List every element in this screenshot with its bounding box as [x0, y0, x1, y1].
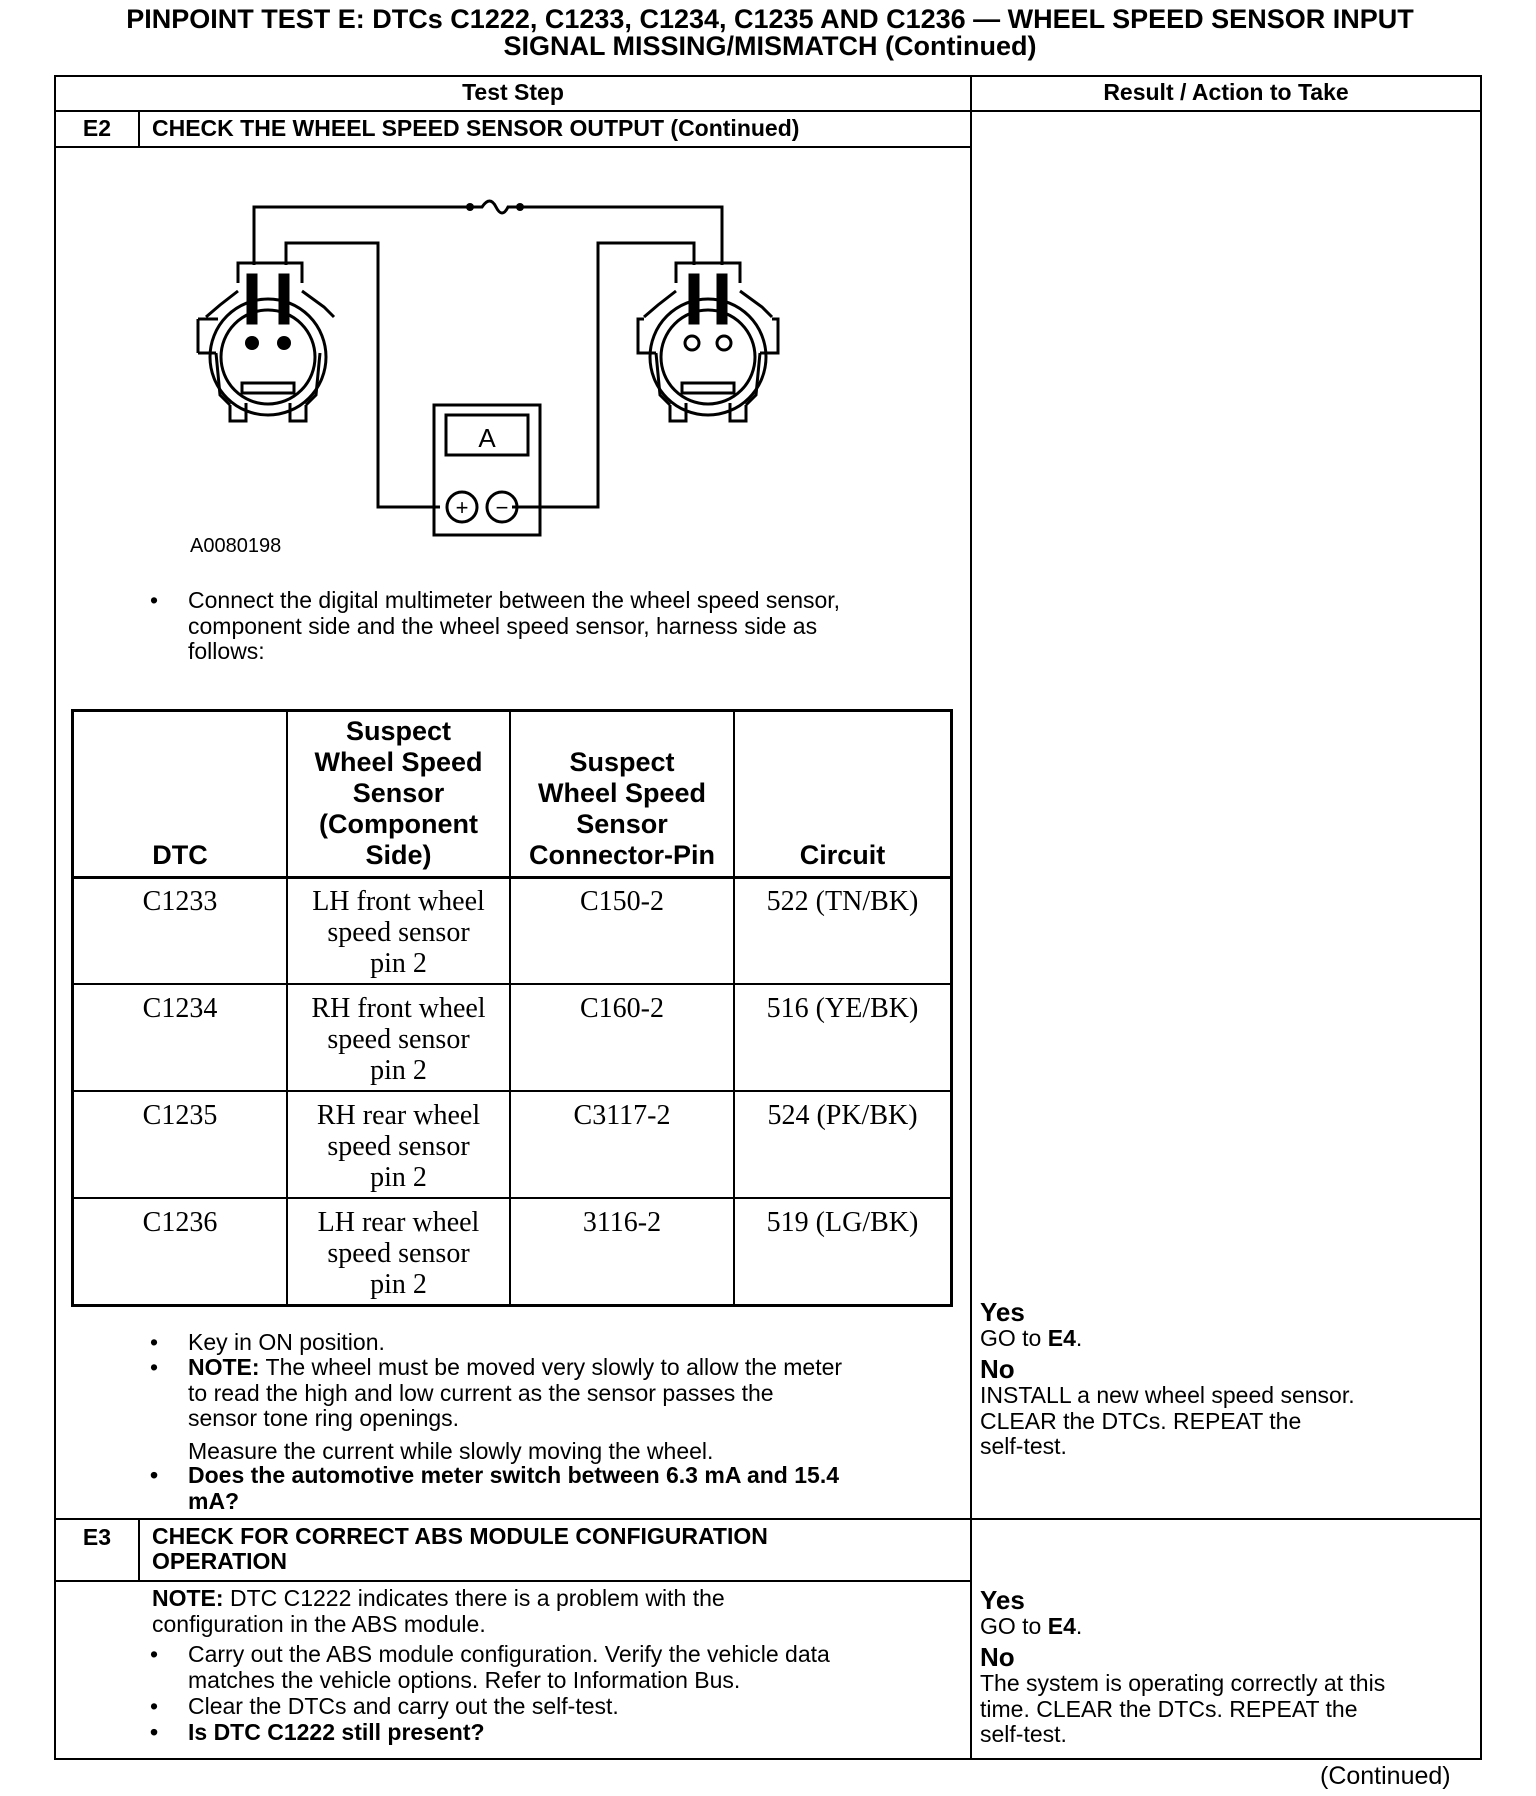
measure-instruction: Measure the current while slowly moving the wheel. — [188, 1438, 714, 1464]
header-bottom-border — [54, 110, 1482, 112]
cell-sensor: LH front wheel speed sensor pin 2 — [312, 886, 485, 979]
left-wire — [286, 243, 440, 507]
yes-action: GO to E4. — [980, 1325, 1083, 1351]
e3-note: NOTE: DTC C1222 indicates there is a problem with the configuration in the ABS module. — [152, 1585, 725, 1637]
e2-e3-divider — [54, 1518, 1482, 1520]
e2-id-divider — [138, 110, 140, 148]
pin-table-top — [71, 709, 953, 712]
cell-dtc: C1234 — [142, 993, 218, 1024]
no-label: No — [980, 1642, 1015, 1672]
cell-dtc: C1235 — [142, 1100, 218, 1131]
e3-title-bottom-border — [54, 1580, 972, 1582]
header-test-step: Test Step — [462, 79, 564, 105]
cell-pin: C3117-2 — [573, 1100, 671, 1131]
column-divider — [970, 75, 972, 1760]
meter-question: • Does the automotive meter switch between 6.3 mA and 15.4 mA? — [150, 1462, 840, 1514]
e2-result — [980, 1298, 1470, 1460]
e2-step-id: E2 — [82, 115, 112, 141]
no-label: No — [980, 1354, 1015, 1384]
diagram-code: A0080198 — [190, 535, 282, 557]
pin-table-header-bottom — [71, 876, 953, 879]
table-right-border — [1480, 75, 1482, 1760]
title-line-1: PINPOINT TEST E: DTCs C1222, C1233, C1234, C1235 AND C1236 — WHEEL SPEED SENSOR INPUT — [126, 4, 1414, 34]
th-dtc: DTC — [152, 840, 208, 870]
meter-plus-terminal: + — [455, 495, 469, 520]
key-on-step: • Key in ON position. — [150, 1329, 385, 1355]
goto-e4-link[interactable]: E4 — [1047, 1613, 1076, 1639]
goto-e4-link[interactable]: E4 — [1047, 1325, 1076, 1351]
title-line-2: SIGNAL MISSING/MISMATCH (Continued) — [503, 31, 1037, 61]
pin-table-col4 — [950, 709, 953, 1307]
connect-line-2: component side and the wheel speed sensor, harness side as — [188, 612, 818, 639]
yes-label: Yes — [980, 1297, 1025, 1327]
table-left-border — [54, 75, 56, 1760]
no-action: INSTALL a new wheel speed sensor. CLEAR the DTCs. REPEAT the self-test. — [980, 1382, 1355, 1459]
e3-id-divider — [138, 1518, 140, 1582]
meter-minus-terminal: − — [495, 495, 509, 520]
cell-pin: C150-2 — [580, 886, 664, 917]
continued-label: (Continued) — [1320, 1762, 1451, 1790]
e3-result — [980, 1586, 1470, 1748]
pin-table-row1-bottom — [71, 983, 953, 985]
table-bottom-border — [54, 1758, 1482, 1760]
cell-dtc: C1233 — [142, 886, 218, 917]
connect-line-1: Connect the digital multimeter between the wheel speed sensor, — [188, 587, 841, 613]
note-label: NOTE: — [152, 1585, 224, 1611]
bullet-marker: • — [150, 587, 159, 613]
cell-circuit: 522 (TN/BK) — [766, 886, 919, 917]
wiring-diagram — [190, 195, 830, 565]
th-sensor: Suspect Wheel Speed Sensor (Component Side) — [314, 716, 483, 870]
table-top-border — [54, 75, 1482, 77]
pin-table-row2-bottom — [71, 1090, 953, 1092]
cell-circuit: 519 (LG/BK) — [766, 1207, 919, 1238]
configure-step: • Carry out the ABS module configuration. Verify the vehicle data matches the vehicle options. Refer to Information Bus. — [150, 1641, 830, 1693]
th-circuit: Circuit — [799, 840, 886, 870]
th-connector-pin: Suspect Wheel Speed Sensor Connector-Pin — [529, 747, 715, 870]
e2-step-title: CHECK THE WHEEL SPEED SENSOR OUTPUT (Continued) — [152, 115, 800, 141]
left-pin-1 — [245, 336, 259, 350]
cell-sensor: LH rear wheel speed sensor pin 2 — [317, 1207, 480, 1300]
page-title — [40, 6, 1500, 60]
cell-sensor: RH rear wheel speed sensor pin 2 — [316, 1100, 481, 1193]
harness-side-connector — [638, 263, 778, 421]
pin-table-row3-bottom — [71, 1197, 953, 1199]
cell-circuit: 516 (YE/BK) — [766, 993, 919, 1024]
connect-instruction — [150, 588, 950, 668]
cell-circuit: 524 (PK/BK) — [767, 1100, 918, 1131]
connect-line-3: follows: — [188, 638, 265, 664]
no-action: The system is operating correctly at this time. CLEAR the DTCs. REPEAT the self-test. — [980, 1670, 1386, 1747]
e3-step-title: CHECK FOR CORRECT ABS MODULE CONFIGURATION OPERATION — [152, 1523, 768, 1574]
e2-title-bottom-border — [54, 146, 972, 148]
fuse-dot-right — [516, 203, 524, 211]
e3-step-id: E3 — [82, 1524, 112, 1550]
pin-table-bottom — [71, 1304, 953, 1307]
top-wire-right — [522, 207, 722, 265]
cell-pin: C160-2 — [580, 993, 664, 1024]
left-pin-2 — [277, 336, 291, 350]
component-side-connector — [198, 263, 334, 421]
wheel-note: • NOTE: The wheel must be moved very slowly to allow the meter to read the high and low current as the sensor passes the sensor tone ring openings. — [150, 1354, 843, 1431]
cell-dtc: C1236 — [142, 1207, 218, 1238]
fuse-dot-left — [466, 203, 474, 211]
yes-label: Yes — [980, 1585, 1025, 1615]
cell-sensor: RH front wheel speed sensor pin 2 — [311, 993, 486, 1086]
meter-label: A — [478, 423, 496, 453]
cell-pin: 3116-2 — [582, 1207, 662, 1238]
header-result: Result / Action to Take — [1103, 79, 1349, 105]
note-label: NOTE: — [188, 1354, 260, 1380]
yes-action: GO to E4. — [980, 1613, 1083, 1639]
clear-dtcs-step: • Clear the DTCs and carry out the self-test. — [150, 1693, 619, 1719]
fuse-symbol — [468, 201, 522, 213]
dtc-question: • Is DTC C1222 still present? — [150, 1719, 485, 1745]
